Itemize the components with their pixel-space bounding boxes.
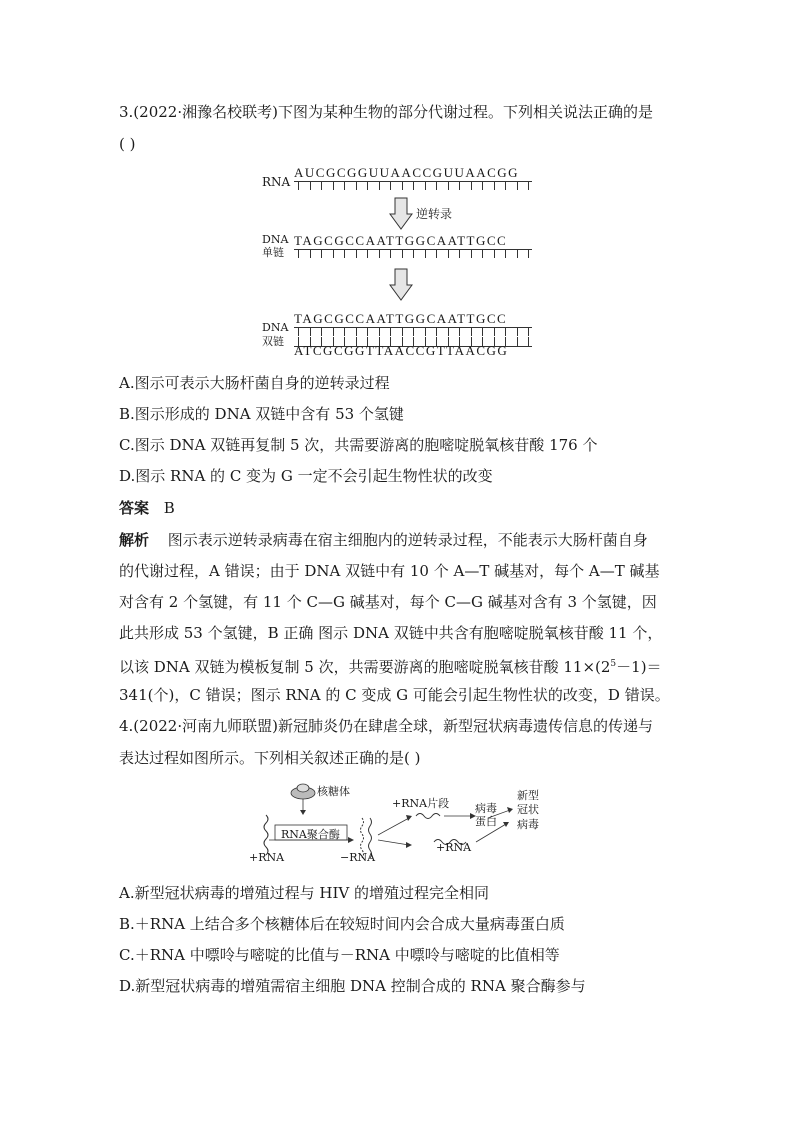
base-tick bbox=[321, 327, 322, 336]
base-tick bbox=[517, 337, 518, 346]
reverse-transcription-label: 逆转录 bbox=[416, 207, 453, 221]
dna-double-bottom-sequence: ATCGCGGTTAACCGTTAACGG bbox=[294, 343, 509, 358]
answer-value: B bbox=[163, 499, 175, 517]
base-tick bbox=[367, 181, 368, 190]
base-tick bbox=[436, 327, 437, 336]
base-tick bbox=[448, 249, 449, 258]
base-tick bbox=[310, 327, 311, 336]
base-tick bbox=[517, 327, 518, 336]
analysis-exponent: 5 bbox=[610, 659, 617, 669]
virus-protein-label-1: 病毒 bbox=[475, 802, 497, 815]
base-tick bbox=[321, 181, 322, 190]
base-tick bbox=[517, 181, 518, 190]
new-virus-label-3: 病毒 bbox=[517, 818, 539, 831]
base-tick bbox=[367, 249, 368, 258]
q3-option-a: A.图示可表示大肠杆菌自身的逆转录过程 bbox=[119, 374, 390, 392]
base-tick bbox=[356, 181, 357, 190]
rna-sequence: AUCGCGGUUAACCGUUAACGG bbox=[294, 165, 520, 180]
q4-option-a: A.新型冠状病毒的增殖过程与 HIV 的增殖过程完全相同 bbox=[119, 884, 489, 902]
base-tick bbox=[333, 181, 334, 190]
base-tick bbox=[356, 327, 357, 336]
dna-double-top-ticks bbox=[294, 327, 532, 336]
q3-analysis-line6: 341(个)，C 错误；图示 RNA 的 C 变成 G 可能会引起生物性状的改变，D 错误。 bbox=[119, 686, 670, 704]
q3-stem-line2: ( ) bbox=[119, 135, 136, 153]
base-tick bbox=[402, 249, 403, 258]
base-tick bbox=[528, 327, 529, 336]
base-tick bbox=[471, 181, 472, 190]
base-tick bbox=[379, 327, 380, 336]
dna-label-single: DNA bbox=[262, 233, 289, 246]
base-tick bbox=[482, 181, 483, 190]
q4-option-b: B.＋RNA 上结合多个核糖体后在较短时间内会合成大量病毒蛋白质 bbox=[119, 915, 565, 933]
base-tick bbox=[390, 181, 391, 190]
dna-single-sequence: TAGCGCCAATTGGCAATTGCC bbox=[294, 233, 508, 248]
q3-option-c: C.图示 DNA 双链再复制 5 次，共需要游离的胞嘧啶脱氧核苷酸 176 个 bbox=[119, 436, 598, 454]
analysis-formula-prefix: 以该 DNA 双链为模板复制 5 次，共需要游离的胞嘧啶脱氧核苷酸 11×(2 bbox=[119, 658, 611, 676]
polymerase-label: RNA聚合酶 bbox=[281, 828, 340, 841]
base-tick bbox=[482, 327, 483, 336]
new-virus-label-2: 冠状 bbox=[517, 803, 539, 816]
base-tick bbox=[344, 249, 345, 258]
base-tick bbox=[390, 249, 391, 258]
dna-double-top-sequence: TAGCGCCAATTGGCAATTGCC bbox=[294, 311, 508, 326]
base-tick bbox=[528, 337, 529, 346]
base-tick bbox=[413, 249, 414, 258]
plus-rna-right-label: +RNA bbox=[436, 841, 472, 854]
single-strand-label: 单链 bbox=[262, 246, 284, 259]
base-tick bbox=[448, 181, 449, 190]
base-tick bbox=[333, 249, 334, 258]
q3-analysis-line3: 对含有 2 个氢键，有 11 个 C—G 碱基对，每个 C—G 碱基对含有 3 个氢键，因 bbox=[119, 593, 657, 611]
base-tick bbox=[321, 249, 322, 258]
analysis-formula-tail: －1)＝ bbox=[616, 658, 662, 676]
base-tick bbox=[402, 327, 403, 336]
base-tick bbox=[310, 181, 311, 190]
new-virus-label-1: 新型 bbox=[517, 789, 539, 802]
dna-label-double: DNA bbox=[262, 321, 289, 334]
base-tick bbox=[356, 249, 357, 258]
base-tick bbox=[402, 181, 403, 190]
q4-option-c: C.＋RNA 中嘌呤与嘧啶的比值与－RNA 中嘌呤与嘧啶的比值相等 bbox=[119, 946, 560, 964]
base-tick bbox=[425, 327, 426, 336]
base-tick bbox=[459, 181, 460, 190]
q4-option-d: D.新型冠状病毒的增殖需宿主细胞 DNA 控制合成的 RNA 聚合酶参与 bbox=[119, 977, 586, 995]
base-tick bbox=[298, 249, 299, 258]
base-tick bbox=[298, 327, 299, 336]
base-tick bbox=[367, 327, 368, 336]
base-tick bbox=[379, 249, 380, 258]
reverse-transcription-arrow-icon bbox=[389, 197, 413, 231]
plus-rna-left-label: +RNA bbox=[249, 851, 285, 864]
q3-analysis-line1 bbox=[119, 530, 648, 550]
base-tick bbox=[310, 249, 311, 258]
analysis-label: 解析 bbox=[119, 531, 150, 549]
rna-ticks bbox=[294, 181, 532, 190]
base-tick bbox=[344, 181, 345, 190]
base-tick bbox=[471, 327, 472, 336]
base-tick bbox=[505, 181, 506, 190]
base-tick bbox=[425, 181, 426, 190]
q4-stem-line2: 表达过程如图所示。下列相关叙述正确的是( ) bbox=[119, 749, 421, 767]
base-tick bbox=[482, 249, 483, 258]
rna-fragment-label: +RNA片段 bbox=[392, 797, 450, 810]
base-tick bbox=[459, 249, 460, 258]
base-tick bbox=[528, 249, 529, 258]
analysis-text: 图示表示逆转录病毒在宿主细胞内的逆转录过程，不能表示大肠杆菌自身 bbox=[167, 531, 648, 549]
base-tick bbox=[528, 181, 529, 190]
base-tick bbox=[436, 249, 437, 258]
base-tick bbox=[459, 327, 460, 336]
base-tick bbox=[471, 249, 472, 258]
base-tick bbox=[298, 181, 299, 190]
base-tick bbox=[344, 327, 345, 336]
base-tick bbox=[390, 327, 391, 336]
virus-protein-label-2: 蛋白 bbox=[475, 815, 497, 828]
base-tick bbox=[448, 327, 449, 336]
base-tick bbox=[436, 181, 437, 190]
rna-label: RNA bbox=[262, 175, 291, 189]
q3-analysis-line5 bbox=[119, 654, 662, 677]
plus-rna-left-icon bbox=[264, 815, 268, 855]
replication-arrow-icon bbox=[389, 268, 413, 302]
base-tick bbox=[505, 249, 506, 258]
base-tick bbox=[333, 327, 334, 336]
base-tick bbox=[413, 327, 414, 336]
q3-option-b: B.图示形成的 DNA 双链中含有 53 个氢键 bbox=[119, 405, 404, 423]
minus-rna-label: −RNA bbox=[340, 851, 376, 864]
dna-single-ticks bbox=[294, 249, 532, 258]
ribosome-label: 核糖体 bbox=[317, 785, 350, 798]
q3-stem-line1: 3.(2022·湘豫名校联考)下图为某种生物的部分代谢过程。下列相关说法正确的是 bbox=[119, 103, 653, 121]
base-tick bbox=[505, 327, 506, 336]
double-strand-label: 双链 bbox=[262, 335, 284, 348]
base-tick bbox=[413, 181, 414, 190]
q3-option-d: D.图示 RNA 的 C 变为 G 一定不会引起生物性状的改变 bbox=[119, 467, 493, 485]
base-tick bbox=[494, 327, 495, 336]
base-tick bbox=[379, 181, 380, 190]
rna-fragment-icon bbox=[416, 814, 440, 819]
base-tick bbox=[494, 249, 495, 258]
base-tick bbox=[517, 249, 518, 258]
q3-analysis-line2: 的代谢过程，A 错误；由于 DNA 双链中有 10 个 A—T 碱基对，每个 A—T 碱基 bbox=[119, 562, 660, 580]
coronavirus-diagram bbox=[244, 780, 564, 870]
answer-label: 答案 bbox=[119, 499, 150, 517]
q3-answer bbox=[119, 498, 175, 518]
q4-stem-line1: 4.(2022·河南九师联盟)新冠肺炎仍在肆虐全球，新型冠状病毒遗传信息的传递与 bbox=[119, 717, 653, 735]
base-tick bbox=[494, 181, 495, 190]
base-tick bbox=[425, 249, 426, 258]
q3-analysis-line4: 此共形成 53 个氢键，B 正确 图示 DNA 双链中共含有胞嘧啶脱氧核苷酸 11 个， bbox=[119, 624, 663, 642]
